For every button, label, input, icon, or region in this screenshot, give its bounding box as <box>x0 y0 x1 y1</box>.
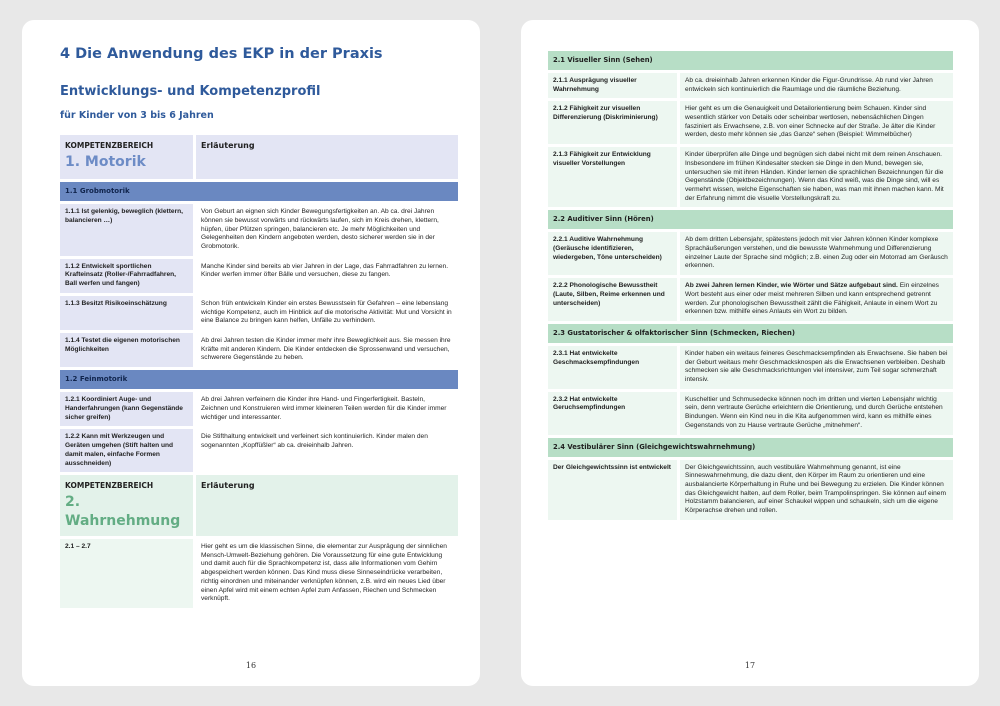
kb-name: 2. Wahrnehmung <box>65 494 181 529</box>
kb-label: KOMPETENZBEREICH <box>65 141 154 150</box>
kompetenzbereich-wahrnehmung-header <box>60 475 458 536</box>
erlaeuterung-heading: Erläuterung <box>201 481 255 491</box>
row-description: Kuscheltier und Schmusedecke können noch im dritten und vierten Lebensjahr wichtig sein, denn vertraute Gerüche erleichtern die Orientierung, und durch Gerüche entstehen Bindungen. Wenn ein Kind neu in die Kita aufgenommen wird, kann es mithilfe eines Gegenstands von zu Hause vertraute Gerüche „mitnehmen“. <box>680 392 953 435</box>
row-description: Kinder überprüfen alle Dinge und begnügen sich dabei nicht mit dem reinen Anschauen. Insbesondere im frühen Kindesalter stecken sie Dinge in den Mund, bewegen sie, untersuchen sie mit ihren Händen. Kinder lernen die sprachlichen Bezeichnungen für die Gegenstände (Objektbezeichnungen). Wenn das Kind weiß, was die Dinge sind, will es vermehrt wissen, welche Eigenschaften sie haben, was man mit ihnen machen kann. Mit der Erfahrung nimmt die visuelle Vorstellungskraft zu. <box>680 147 953 207</box>
table-row <box>548 232 953 275</box>
table-row <box>548 392 953 435</box>
table-row <box>60 296 458 330</box>
erlaeuterung-heading: Erläuterung <box>201 141 255 150</box>
row-description: Ab drei Jahren testen die Kinder immer mehr ihre Beweglichkeit aus. Sie messen ihre Kräfte mit anderen Kindern. Die Kinder entdecken die Sprossenwand und versuchen, schwerere Gegenstände zu heben. <box>196 333 458 367</box>
page-subtitle: für Kinder von 3 bis 6 Jahren <box>60 110 214 121</box>
row-description: Ab dem dritten Lebensjahr, spätestens jedoch mit vier Jahren können Kinder komplexe Sprachäußerungen verstehen, und die bewusste Wahrnehmung und Differenzierung einzelner Laute der Sprache sind möglich; z.B. einen Zug oder ein Motorrad am Geräusch erkennen. <box>680 232 953 275</box>
row-description: Schon früh entwickeln Kinder ein erstes Bewusstsein für Gefahren – eine lebenslang wichtige Kompetenz, auch im Hinblick auf die motorische Aktivität: Mut und Vorsicht in eine Balance zu bringen kann helfen, Unfälle zu verhindern. <box>196 296 458 330</box>
row-description <box>680 278 953 321</box>
table-row <box>548 73 953 98</box>
row-description: Hier geht es um die Genauigkeit und Detailorientierung beim Schauen. Kinder sind wesentlich stärker von Details oder scheinbar wertlosen, nebensächlichen Dingen fasziniert als Erwachsene, z.B. von einer Schnecke auf der Straße. Je älter die Kinder werden, desto mehr können sie „das Ganze“ sehen (Beispiel: Wimmelbücher) <box>680 101 953 144</box>
right-page <box>521 20 979 686</box>
row-description-rest: Ein einzelnes Wort besteht aus einer oder meist mehreren Silben und kann entsprechend getrennt werden. Zur phonologischen Bewusstheit zählt die Fähigkeit, Anlaute in einem Wort zu erkennen bzw. mithilfe eines Anlauts ein Wort zu bilden. <box>685 282 939 316</box>
row-description: Ab drei Jahren verfeinern die Kinder ihre Hand- und Fingerfertigkeit. Basteln, Zeichnen und Konstruieren wird immer kleineren Teilen werden für die Kinder immer wichtiger und interessanter. <box>196 392 458 426</box>
row-label: 2.2.1 Auditive Wahrnehmung (Geräusche identifizieren, wiedergeben, Töne unterscheiden) <box>548 232 680 275</box>
row-label: 2.1.1 Ausprägung visueller Wahrnehmung <box>548 73 680 98</box>
section-bar-vestibulaer: 2.4 Vestibulärer Sinn (Gleichgewichtswahrnehmung) <box>548 438 953 457</box>
row-label: 2.3.1 Hat entwickelte Geschmacksempfindungen <box>548 346 680 389</box>
row-label: 1.1.2 Entwickelt sportlichen Krafteinsatz (Roller-/Fahrradfahren, Ball werfen und fangen) <box>60 259 196 293</box>
row-label: 2.2.2 Phonologische Bewusstheit (Laute, Silben, Reime erkennen und unterscheiden) <box>548 278 680 321</box>
section-bar-grobmotorik: 1.1 Grobmotorik <box>60 182 458 201</box>
row-description: Hier geht es um die klassischen Sinne, die elementar zur Ausprägung der sinnlichen Mensch-Umwelt-Beziehung gehören. Die Voraussetzung für eine gute Entwicklung und damit auch für die Sprachkompetenz ist, dass alle Informationen vom Gehirn abgespeichert werden können. Das Kind muss diese Sinneseindrücke verarbeiten, richtig einordnen und miteinander verknüpfen können, z.B. wird ein neues Lied über einen Apfel wird mit einem echten Apfel zum Anfassen, Riechen und Schmecken verknüpft. <box>196 539 458 608</box>
row-label: 1.2.2 Kann mit Werkzeugen und Geräten umgehen (Stift halten und damit malen, einfache Formen ausschneiden) <box>60 429 196 472</box>
kompetenzbereich-motorik-header <box>60 135 458 179</box>
table-row <box>60 333 458 367</box>
table-row <box>60 539 458 608</box>
row-description: Manche Kinder sind bereits ab vier Jahren in der Lage, das Fahrradfahren zu lernen. Kinder werfen immer öfter Bälle und versuchen, diese zu fangen. <box>196 259 458 293</box>
table-row <box>60 204 458 256</box>
row-description: Von Geburt an eignen sich Kinder Bewegungsfertigkeiten an. Ab ca. drei Jahren können sie bewusst vorwärts und rückwärts laufen, sich im Kreis drehen, klettern, hüpfen, über Pfützen springen, balancieren etc. Je mehr Möglichkeiten und Gelegenheiten den Kindern angeboten werden, desto sicherer werden sie in der Grobmotorik. <box>196 204 458 256</box>
row-description: Die Stifthaltung entwickelt und verfeinert sich kontinuierlich. Kinder malen den sogenannten „Kopffüßler“ ab ca. dreieinhalb Jahren. <box>196 429 458 472</box>
row-label: 2.3.2 Hat entwickelte Geruchsempfindungen <box>548 392 680 435</box>
row-label: 1.1.4 Testet die eigenen motorischen Möglichkeiten <box>60 333 196 367</box>
table-row <box>60 429 458 472</box>
row-label: 2.1 – 2.7 <box>60 539 196 608</box>
competence-table-right <box>548 48 953 523</box>
chapter-heading: 4 Die Anwendung des EKP in der Praxis <box>60 46 383 62</box>
page-number: 16 <box>245 661 257 670</box>
table-row <box>60 259 458 293</box>
table-row <box>548 101 953 144</box>
row-label: 1.1.1 Ist gelenkig, beweglich (klettern, balancieren …) <box>60 204 196 256</box>
section-bar-visuell: 2.1 Visueller Sinn (Sehen) <box>548 51 953 70</box>
row-label: 2.1.3 Fähigkeit zur Entwicklung visueller Vorstellungen <box>548 147 680 207</box>
section-bar-gustatorisch: 2.3 Gustatorischer & olfaktorischer Sinn (Schmecken, Riechen) <box>548 324 953 343</box>
left-page <box>22 20 480 686</box>
table-row <box>60 392 458 426</box>
kb-label: KOMPETENZBEREICH <box>65 481 154 491</box>
page-number: 17 <box>744 661 756 670</box>
row-label: 1.2.1 Koordiniert Auge- und Handerfahrungen (kann Gegenstände sicher greifen) <box>60 392 196 426</box>
row-label: 1.1.3 Besitzt Risikoeinschätzung <box>60 296 196 330</box>
row-label: Der Gleichgewichtssinn ist entwickelt <box>548 460 680 520</box>
section-bar-auditiv: 2.2 Auditiver Sinn (Hören) <box>548 210 953 229</box>
table-row <box>548 147 953 207</box>
row-description: Der Gleichgewichtssinn, auch vestibuläre Wahrnehmung genannt, ist eine Sinneswahrnehmung, die dazu dient, den Körper im Raum zu orientieren und eine ausbalancierte Körperhaltung in Ruhe und bei Bewegung zu erzielen. Die Kinder können das Gleichgewicht halten, auf dem Roller, beim Trampolinspringen. Sie können auf einem Holzstamm balancieren, auf einer Schaukel wippen und schaukeln, sich um die eigene Körperachse drehen und rollen. <box>680 460 953 520</box>
row-description: Kinder haben ein weitaus feineres Geschmacksempfinden als Erwachsene. Sie haben bei der Geburt weitaus mehr Geschmacksknospen als die Erwachsenen verbleiben. Deshalb schmecken sie alle Geschmacksrichtungen viel intensiver, zum Teil sogar schmerzhaft intensiv. <box>680 346 953 389</box>
emphasized-sentence: Ab zwei Jahren lernen Kinder, wie Wörter und Sätze aufgebaut sind. <box>685 282 898 290</box>
table-row <box>548 460 953 520</box>
section-bar-feinmotorik: 1.2 Feinmotorik <box>60 370 458 389</box>
row-description: Ab ca. dreieinhalb Jahren erkennen Kinder die Figur-Grundrisse. Ab rund vier Jahren entwickeln sich kontinuierlich die Raumlage und die räumliche Beziehung. <box>680 73 953 98</box>
table-row <box>548 278 953 321</box>
table-row <box>548 346 953 389</box>
kb-name: 1. Motorik <box>65 153 146 170</box>
row-label: 2.1.2 Fähigkeit zur visuellen Differenzierung (Diskriminierung) <box>548 101 680 144</box>
page-title: Entwicklungs- und Kompetenzprofil <box>60 84 321 99</box>
competence-table-left <box>60 132 458 611</box>
